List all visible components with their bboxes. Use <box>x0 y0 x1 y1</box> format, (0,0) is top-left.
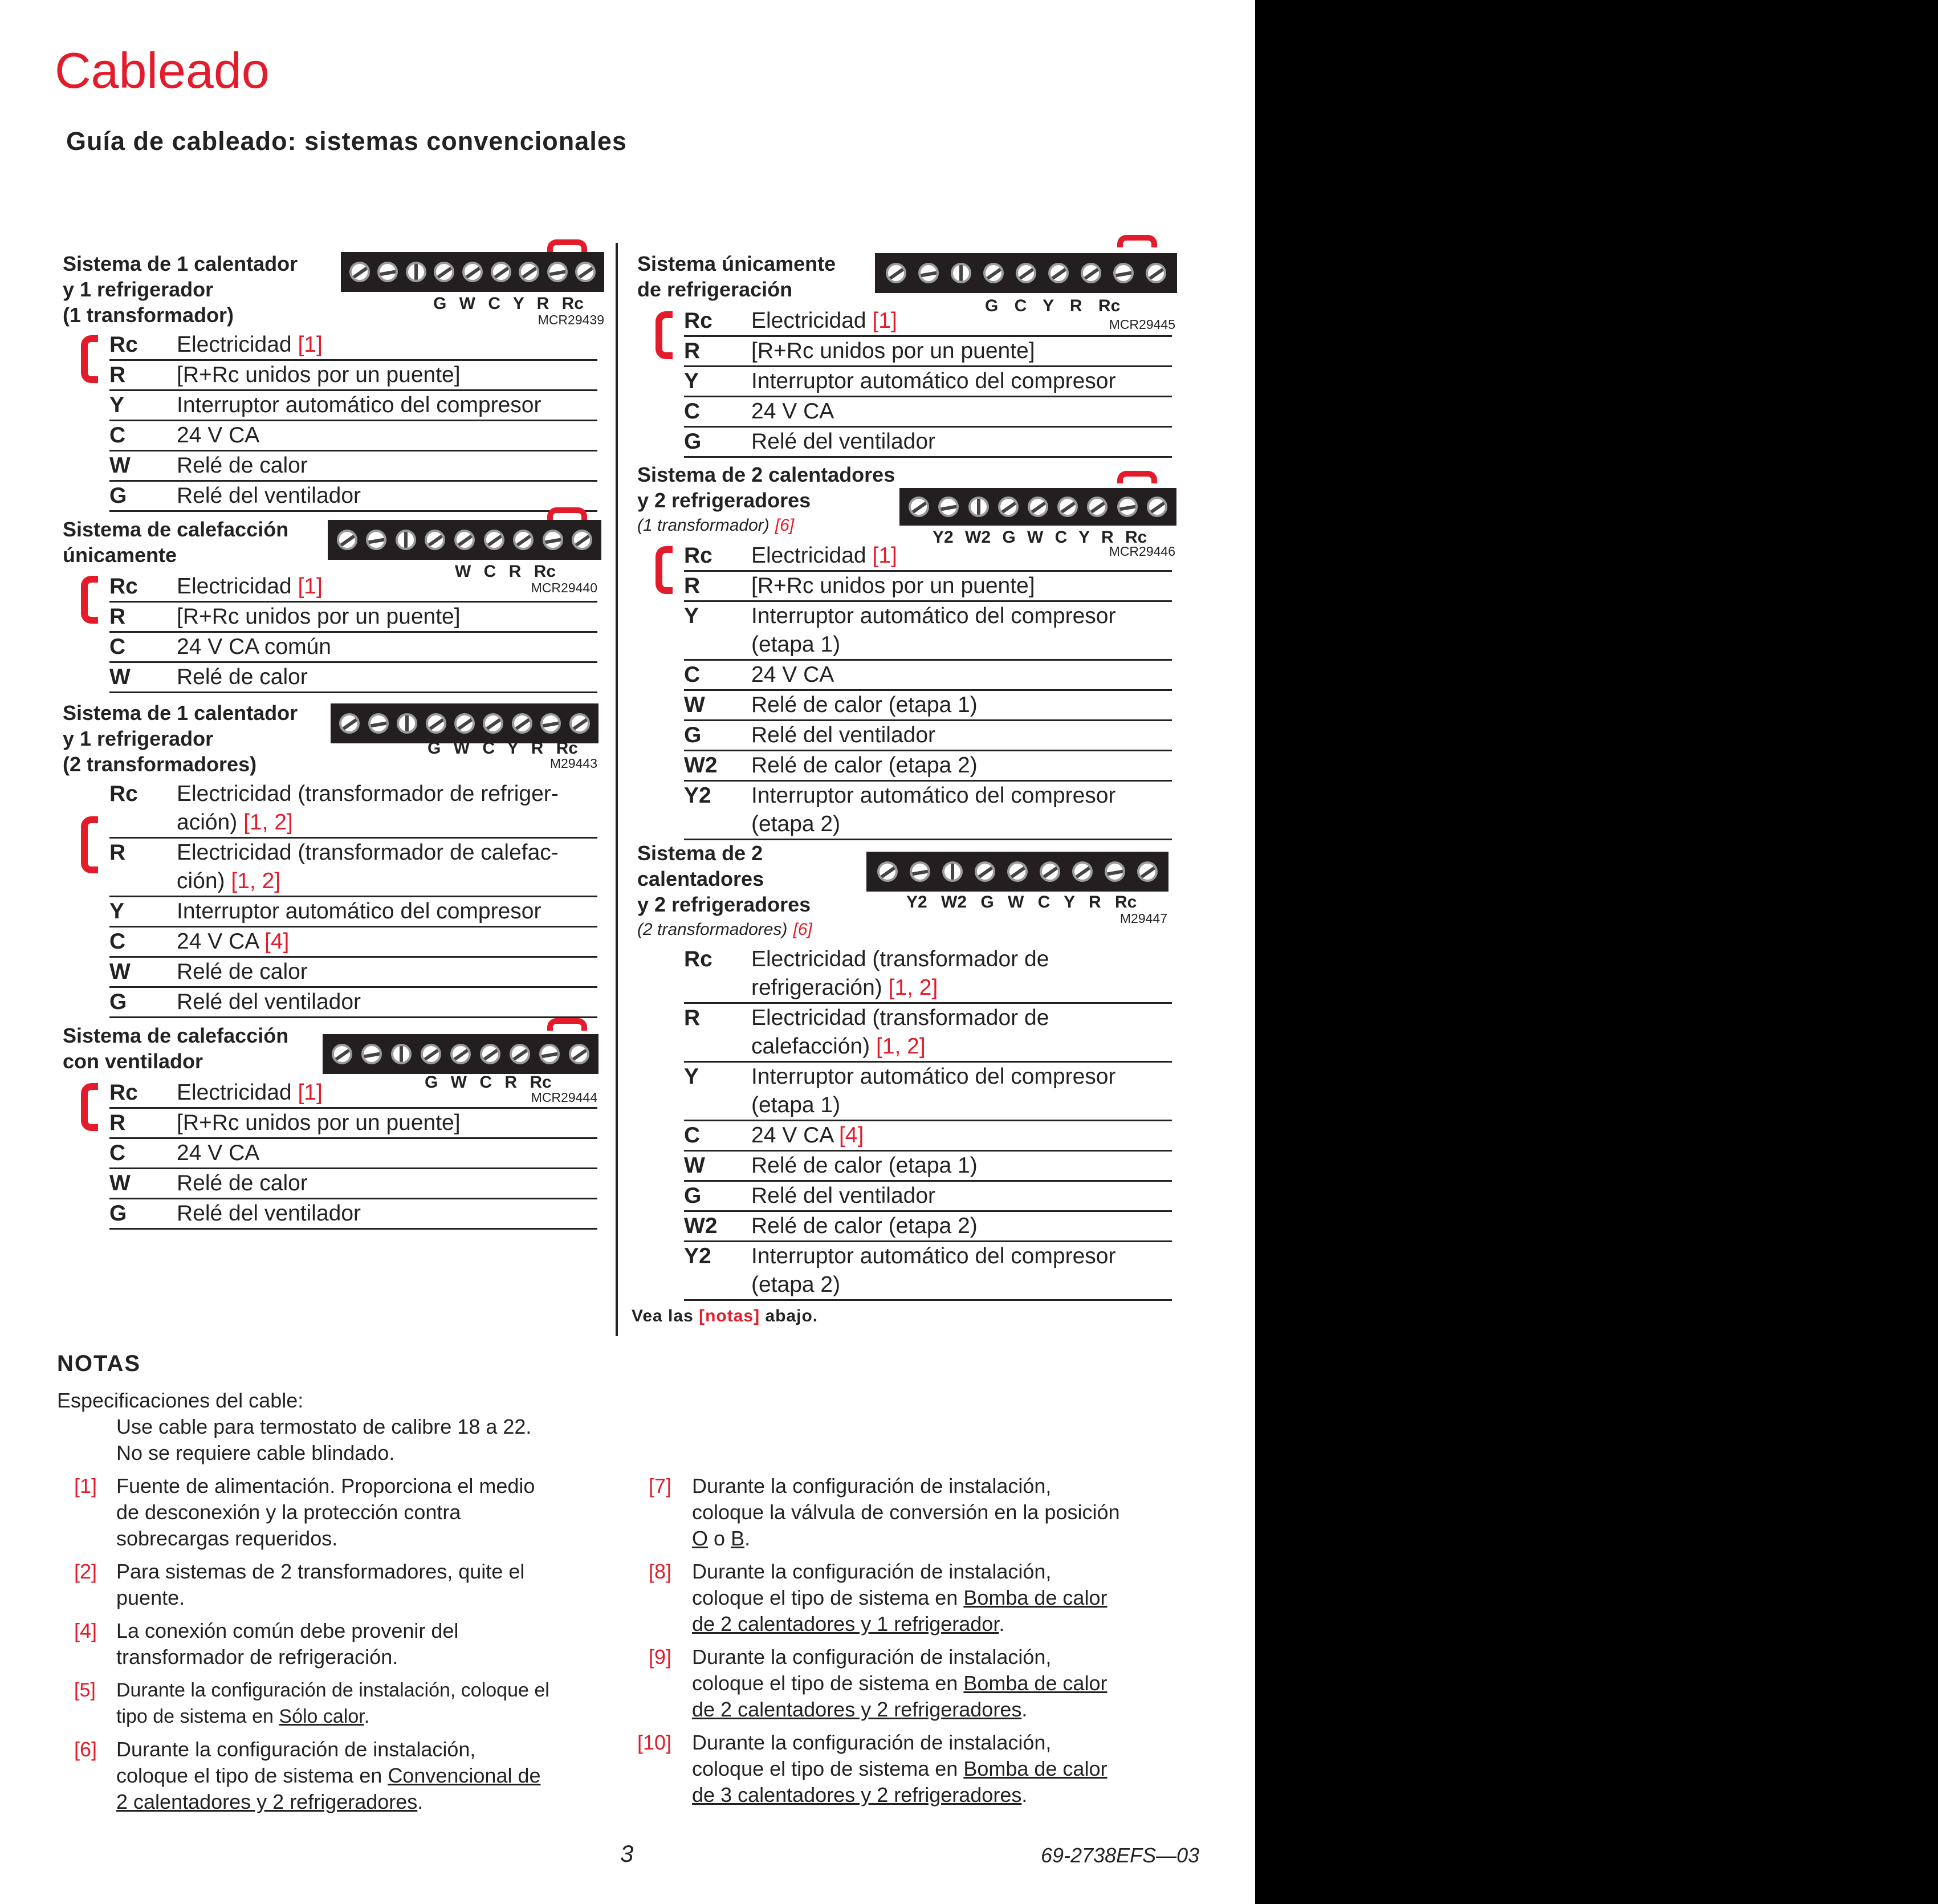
note-item: [6] Durante la configuración de instalación, coloque el tipo de sistema en Convencional de 2 calentadores y 2 refrigeradores. <box>74 1738 541 1813</box>
screw-icon <box>998 497 1019 517</box>
section-title: Sistema de 1 calentador y 1 refrigerador (2 transformadores) <box>63 701 298 776</box>
screw-icon <box>361 1044 382 1064</box>
jumper-wire <box>547 507 587 520</box>
screw-icon <box>1057 497 1078 517</box>
screw-icon <box>512 713 532 734</box>
table-row: C 24 V CA [4] <box>109 927 597 958</box>
model-number: MCR29440 <box>531 580 597 595</box>
screw-icon <box>366 530 386 550</box>
terminal-labels: G W C Y R Rc <box>427 739 578 758</box>
page-number: 3 <box>620 1840 634 1867</box>
section-title: Sistema de 2 calentadores y 2 refrigeradores (1 transformador) [6] <box>637 463 895 535</box>
screw-icon <box>349 262 370 282</box>
screw-icon <box>454 713 475 734</box>
note-item: [4] La conexión común debe provenir del transformador de refrigeración. <box>74 1619 459 1669</box>
terminal-strip <box>331 703 598 743</box>
table-row: Y Interruptor automático del compresor (etapa 1) <box>684 602 1172 661</box>
screw-icon <box>1147 497 1167 517</box>
screw-icon <box>450 1044 471 1064</box>
cable-spec: Especificaciones del cable: <box>57 1389 304 1412</box>
table-row: Y Interruptor automático del compresor <box>109 391 597 421</box>
screw-icon <box>337 530 357 550</box>
model-number: M29443 <box>549 756 597 771</box>
wiring-table <box>684 945 1172 1301</box>
screw-icon <box>368 713 389 734</box>
table-row: Rc Electricidad [1] <box>109 572 597 603</box>
table-row: R [R+Rc unidos por un puente] <box>109 1109 597 1139</box>
bracket-icon <box>656 311 673 359</box>
section-title: Sistema de 2 calentadores y 2 refrigeradores (2 transformadores) [6] <box>637 841 812 939</box>
screw-icon <box>396 530 416 550</box>
table-row: C 24 V CA [4] <box>684 1121 1172 1152</box>
note-item: [10] Durante la configuración de instalación, coloque el tipo de sistema en Bomba de calor de 3 calentadores y 2 refrigeradores. <box>637 1731 1108 1807</box>
screw-icon <box>454 530 475 550</box>
section-title: Sistema únicamente de refrigeración <box>637 252 836 301</box>
screw-icon <box>434 262 454 282</box>
section-title: Sistema de 1 calentador y 1 refrigerador (1 transformador) <box>63 252 298 327</box>
table-row: G Relé del ventilador <box>684 1182 1172 1212</box>
table-row: G Relé del ventilador <box>684 428 1172 458</box>
screw-icon <box>462 262 483 282</box>
column-divider <box>616 243 618 1336</box>
section-title: Sistema de calefacción únicamente <box>63 518 289 567</box>
table-row: W Relé de calor <box>109 451 597 482</box>
note-item: [5] Durante la configuración de instalación, coloque el tipo de sistema en Sólo calor. <box>74 1679 549 1727</box>
bracket-icon <box>81 816 98 873</box>
model-number: M29447 <box>1119 911 1167 926</box>
bracket-icon <box>81 576 98 624</box>
screw-icon <box>918 263 939 283</box>
table-row: C 24 V CA <box>684 397 1172 428</box>
table-row: C 24 V CA <box>684 661 1172 691</box>
table-row: W Relé de calor (etapa 1) <box>684 1152 1172 1182</box>
note-item: [9] Durante la configuración de instalación, coloque el tipo de sistema en Bomba de calor de 2 calentadores y 2 refrigeradores. <box>649 1645 1108 1721</box>
screw-icon <box>540 713 561 734</box>
table-row: Rc Electricidad (transformador de refriger- ación) [1, 2] <box>109 780 597 839</box>
screw-icon <box>1048 263 1069 283</box>
screw-icon <box>421 1044 441 1064</box>
screw-icon <box>1016 263 1036 283</box>
table-row: W Relé de calor <box>109 663 597 693</box>
screw-icon <box>491 262 511 282</box>
screw-icon <box>510 1044 530 1064</box>
screw-icon <box>539 1044 560 1064</box>
table-row: Y Interruptor automático del compresor <box>109 897 597 927</box>
screw-icon <box>572 530 592 550</box>
wiring-table <box>684 307 1172 458</box>
screw-icon <box>1113 263 1134 283</box>
table-row: Y Interruptor automático del compresor (etapa 1) <box>684 1063 1172 1121</box>
screw-icon <box>1040 861 1060 882</box>
screw-icon <box>1028 497 1048 517</box>
screw-icon <box>543 530 563 550</box>
terminal-labels: G W C R Rc <box>425 1073 552 1092</box>
cable-line: Use cable para termostato de calibre 18 a 22. <box>116 1415 532 1438</box>
table-row: R [R+Rc unidos por un puente] <box>109 361 597 391</box>
table-row: Rc Electricidad [1] <box>684 307 1172 337</box>
screw-icon <box>877 861 898 882</box>
note-item: [2] Para sistemas de 2 transformadores, quite el puente. <box>74 1560 525 1609</box>
page-subtitle: Guía de cableado: sistemas convencionales <box>66 127 627 156</box>
terminal-strip <box>323 1034 598 1074</box>
screw-icon <box>1146 263 1166 283</box>
table-row: Y2 Interruptor automático del compresor (etapa 2) <box>684 782 1172 840</box>
screw-icon <box>406 262 426 282</box>
table-row: W Relé de calor (etapa 1) <box>684 691 1172 721</box>
cable-line: No se requiere cable blindado. <box>116 1441 395 1464</box>
screw-icon <box>569 713 590 734</box>
table-row: Y Interruptor automático del compresor <box>684 367 1172 397</box>
terminal-labels: G W C Y R Rc <box>433 294 584 313</box>
screw-icon <box>484 530 504 550</box>
wiring-table <box>109 572 597 693</box>
terminal-strip <box>866 852 1168 892</box>
terminal-labels: W C R Rc <box>455 562 556 581</box>
screw-icon <box>942 861 963 882</box>
screw-icon <box>377 262 398 282</box>
screw-icon <box>983 263 1004 283</box>
screw-icon <box>397 713 417 734</box>
see-notes: Vea las [notas] abajo. <box>632 1307 819 1325</box>
screw-icon <box>910 861 930 882</box>
table-row: W2 Relé de calor (etapa 2) <box>684 1212 1172 1242</box>
table-row: R [R+Rc unidos por un puente] <box>684 572 1172 602</box>
table-row: R Electricidad (transformador de calefacción) [1, 2] <box>684 1004 1172 1063</box>
screw-icon <box>968 497 989 517</box>
table-row: C 24 V CA común <box>109 633 597 663</box>
screw-icon <box>1105 861 1125 882</box>
note-item: [1] Fuente de alimentación. Proporciona el medio de desconexión y la protección contra sobrecargas requeridos. <box>74 1474 535 1550</box>
page-title: Cableado <box>55 42 270 99</box>
screw-icon <box>513 530 534 550</box>
table-row: G Relé del ventilador <box>684 721 1172 751</box>
bracket-icon <box>656 546 673 594</box>
wiring-table <box>109 331 597 512</box>
model-number: MCR29439 <box>538 312 604 327</box>
table-row: R [R+Rc unidos por un puente] <box>684 337 1172 367</box>
jumper-wire <box>1117 471 1157 483</box>
table-row: W2 Relé de calor (etapa 2) <box>684 751 1172 782</box>
section-title: Sistema de calefacción con ventilador <box>63 1024 289 1073</box>
terminal-strip <box>899 488 1176 526</box>
screw-icon <box>332 1044 352 1064</box>
screw-icon <box>909 497 929 517</box>
table-row: G Relé del ventilador <box>109 1199 597 1230</box>
bracket-icon <box>81 1083 98 1131</box>
screw-icon <box>975 861 995 882</box>
table-row: G Relé del ventilador <box>109 988 597 1018</box>
terminal-labels: Y2 W2 G W C Y R Rc <box>906 893 1137 912</box>
screw-icon <box>1117 497 1138 517</box>
notes-heading: NOTAS <box>57 1351 141 1376</box>
terminal-labels: Y2 W2 G W C Y R Rc <box>933 528 1147 547</box>
screw-icon <box>575 262 596 282</box>
screw-icon <box>1072 861 1093 882</box>
table-row: W Relé de calor <box>109 958 597 988</box>
table-row: G Relé del ventilador <box>109 482 597 512</box>
note-item: [8] Durante la configuración de instalación, coloque el tipo de sistema en Bomba de calor de 2 calentadores y 1 refrigerador. <box>649 1560 1108 1636</box>
screw-icon <box>938 497 959 517</box>
table-row: Rc Electricidad [1] <box>109 1079 597 1109</box>
screw-icon <box>391 1044 412 1064</box>
table-row: R Electricidad (transformador de calefac- ción) [1, 2] <box>109 839 597 897</box>
screw-icon <box>1007 861 1028 882</box>
screw-icon <box>569 1044 589 1064</box>
table-row: Rc Electricidad (transformador de refrigeración) [1, 2] <box>684 945 1172 1004</box>
screw-icon <box>483 713 503 734</box>
table-row: R [R+Rc unidos por un puente] <box>109 603 597 633</box>
document-number: 69-2738EFS—03 <box>1041 1844 1200 1867</box>
screw-icon <box>1081 263 1101 283</box>
model-number: MCR29446 <box>1109 544 1175 559</box>
screw-icon <box>1087 497 1108 517</box>
screw-icon <box>480 1044 500 1064</box>
jumper-wire <box>1117 235 1157 247</box>
wiring-table <box>109 1079 597 1230</box>
wiring-table <box>109 780 597 1018</box>
table-row: Rc Electricidad [1] <box>109 331 597 361</box>
terminal-strip <box>341 252 604 292</box>
jumper-wire <box>547 1018 587 1031</box>
screw-icon <box>951 263 971 283</box>
table-row: C 24 V CA <box>109 421 597 451</box>
screw-icon <box>1137 861 1158 882</box>
table-row: W Relé de calor <box>109 1169 597 1199</box>
model-number: MCR29444 <box>531 1090 597 1105</box>
screw-icon <box>425 530 445 550</box>
screw-icon <box>886 263 906 283</box>
screw-icon <box>519 262 539 282</box>
jumper-wire <box>547 239 587 252</box>
wiring-table <box>684 542 1172 840</box>
table-row: Rc Electricidad [1] <box>684 542 1172 572</box>
terminal-labels: G C Y R Rc <box>985 296 1121 315</box>
bracket-icon <box>81 335 98 383</box>
screw-icon <box>547 262 568 282</box>
table-row: C 24 V CA <box>109 1139 597 1169</box>
model-number: MCR29445 <box>1109 317 1175 332</box>
screw-icon <box>339 713 360 734</box>
black-sidebar <box>1255 0 1938 1904</box>
screw-icon <box>426 713 446 734</box>
table-row: Y2 Interruptor automático del compresor (etapa 2) <box>684 1242 1172 1301</box>
terminal-strip <box>875 253 1177 293</box>
terminal-strip <box>328 520 601 560</box>
note-item: [7] Durante la configuración de instalación, coloque la válvula de conversión en la posición O o B. <box>649 1474 1120 1550</box>
